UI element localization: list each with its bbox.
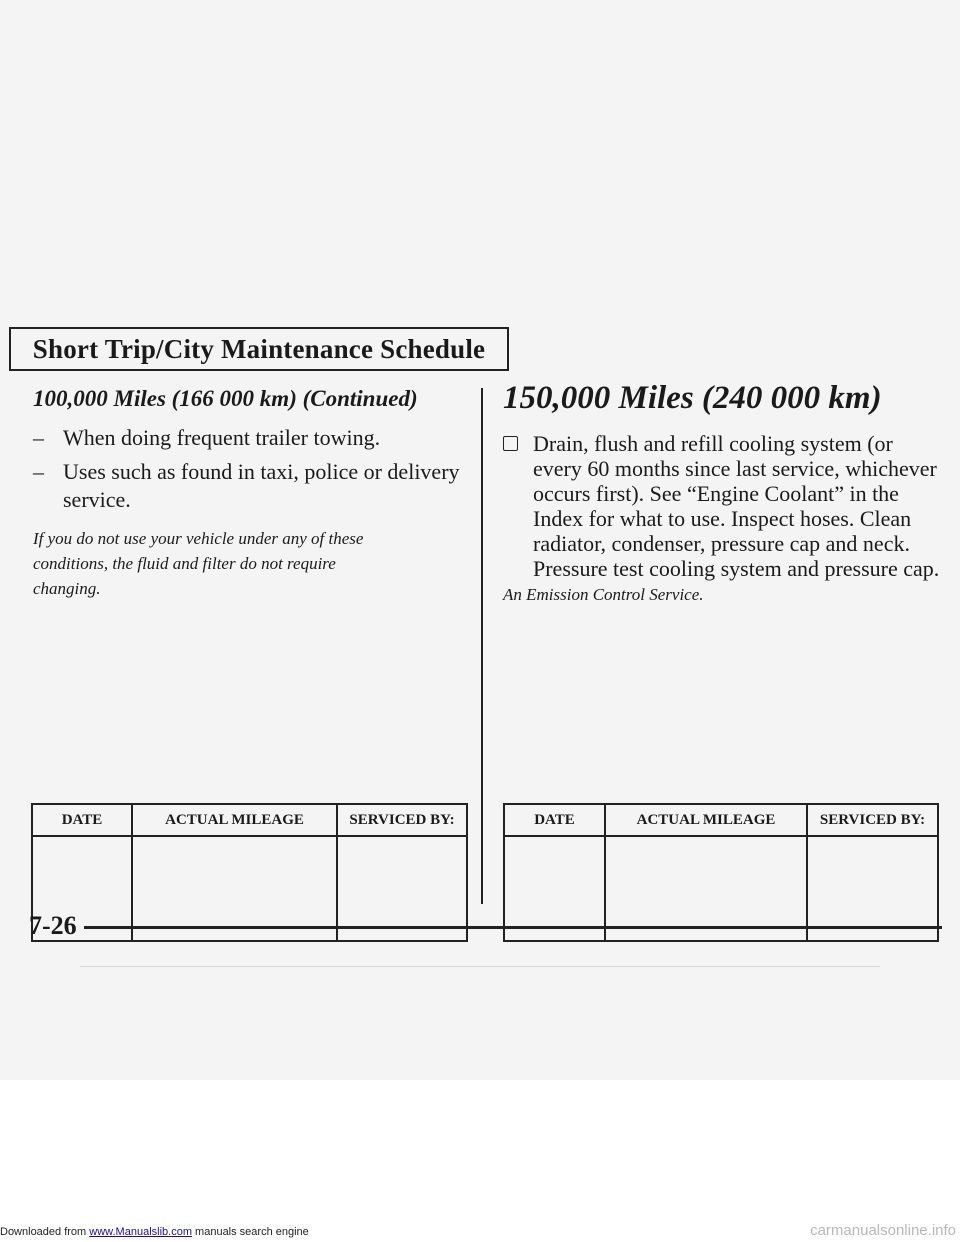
left-item-list: [33, 424, 463, 514]
column-header-mileage: ACTUAL MILEAGE: [132, 804, 337, 836]
table-header-row: [504, 804, 938, 836]
right-interval-heading: 150,000 Miles (240 000 km): [503, 380, 882, 416]
page-number: 7-26: [29, 911, 77, 940]
scan-rule: [80, 966, 880, 967]
service-log-table-right: [503, 803, 939, 942]
list-item-text: When doing frequent trailer towing.: [63, 425, 381, 450]
service-log-table-left: [31, 803, 468, 942]
footer-rule: [84, 926, 942, 929]
column-header-mileage: ACTUAL MILEAGE: [605, 804, 807, 836]
emission-note: An Emission Control Service.: [503, 585, 704, 604]
checklist-item-text: Drain, flush and refill cooling system (or every 60 months since last service, whichever occurs first). See “Engine Coolant” in the Index for what to use. Inspect hoses. Clean radiator, condenser, pressure cap and neck. Pressure test cooling system and pressure cap.: [533, 431, 940, 581]
manualslib-link[interactable]: www.Manualslib.com: [89, 1226, 192, 1238]
download-suffix: manuals search engine: [195, 1226, 309, 1238]
left-interval-heading: 100,000 Miles (166 000 km) (Continued): [33, 386, 418, 411]
list-item: [33, 424, 463, 452]
right-column: [503, 380, 943, 605]
list-item: [33, 458, 463, 514]
list-item-text: Uses such as found in taxi, police or delivery service.: [63, 459, 460, 512]
download-credit: [0, 1226, 309, 1238]
column-header-serviced-by: SERVICED BY:: [807, 804, 938, 836]
download-prefix: Downloaded from: [0, 1226, 87, 1238]
column-divider: [481, 388, 483, 904]
column-header-date: DATE: [32, 804, 132, 836]
table-header-row: [32, 804, 467, 836]
site-watermark: carmanualsonline.info: [810, 1222, 956, 1239]
dash-marker: –: [33, 425, 44, 450]
dash-marker: –: [33, 459, 44, 484]
checkbox-icon: [503, 436, 518, 451]
section-title-box: [9, 327, 509, 371]
section-title: Short Trip/City Maintenance Schedule: [32, 333, 486, 364]
left-note: If you do not use your vehicle under any of these conditions, the fluid and filter do not require changing.: [33, 529, 364, 598]
column-header-date: DATE: [504, 804, 605, 836]
checklist-item: [503, 431, 943, 581]
left-column: [33, 386, 463, 601]
column-header-serviced-by: SERVICED BY:: [337, 804, 467, 836]
